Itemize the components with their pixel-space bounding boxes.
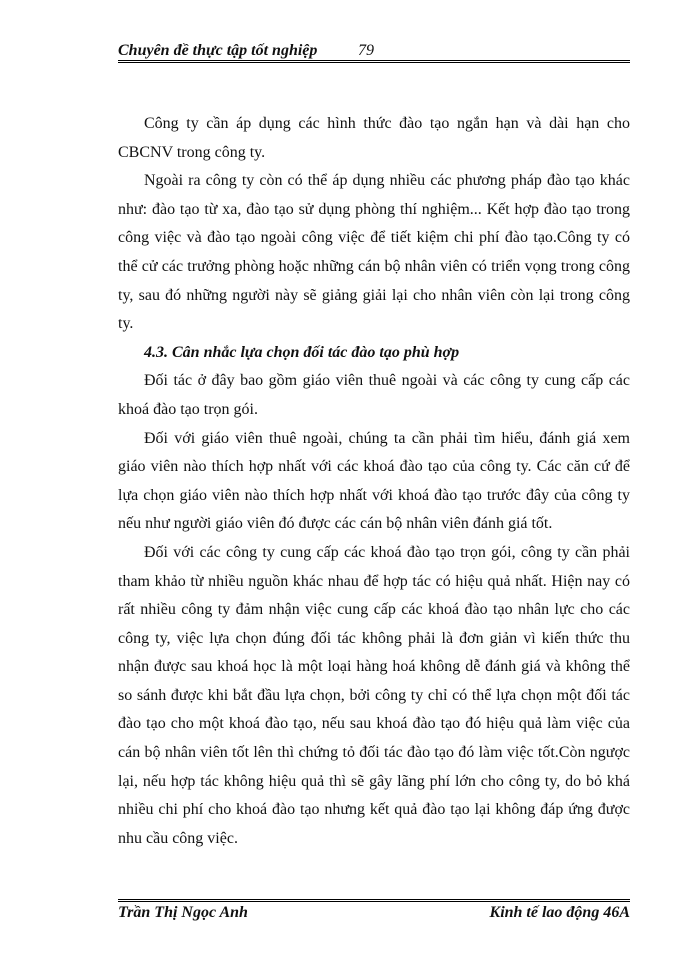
paragraph-5: Đối với các công ty cung cấp các khoá đào tạo trọn gói, công ty cần phải tham khảo từ nhiều nguồn khác nhau để hợp tác có hiệu quả nhất. Hiện nay có rất nhiều công ty đảm nhận việc cung cấp các khoá đào tạo nhân lực cho các công ty, việc lựa chọn đúng đối tác không phải là đơn giản vì kiến thức thu nhận được sau khoá học là một loại hàng hoá không dễ đánh giá và không thể so sánh được khi bắt đầu lựa chọn, bởi công ty chỉ có thể lựa chọn một đối tác đào tạo cho một khoá đào tạo, nếu sau khoá đào tạo đó hiệu quả làm việc của cán bộ nhân viên tốt lên thì chứng tỏ đối tác đào tạo đó làm việc tốt.Còn ngược lại, nếu hợp tác không hiệu quả thì sẽ gây lãng phí lớn cho công ty, do bỏ khá nhiều chi phí cho khoá đào tạo nhưng kết quả đào tạo lại không đáp ứng được nhu cầu công việc. (118, 543, 630, 847)
header-divider (118, 60, 630, 63)
paragraph-4: Đối với giáo viên thuê ngoài, chúng ta cần phải tìm hiểu, đánh giá xem giáo viên nào thích hợp nhất với các khoá đào tạo của công ty. Các căn cứ để lựa chọn giáo viên nào thích hợp nhất với khoá đào tạo trước đây của công ty nếu như người giáo viên đó được các cán bộ nhân viên đánh giá tốt. (118, 429, 630, 533)
section-heading: 4.3. Cân nhắc lựa chọn đối tác đào tạo phù hợp (144, 343, 460, 361)
paragraph-1: Công ty cần áp dụng các hình thức đào tạo ngắn hạn và dài hạn cho CBCNV trong công ty. (118, 115, 630, 161)
document-body (118, 110, 630, 853)
page-footer (118, 904, 630, 924)
paragraph-2: Ngoài ra công ty còn có thể áp dụng nhiều các phương pháp đào tạo khác như: đào tạo từ xa, đào tạo sử dụng phòng thí nghiệm... Kết hợp đào tạo trong công việc và đào tạo ngoài công việc để tiết kiệm chi phí đào tạo.Công ty có thể cử các trưởng phòng hoặc những cán bộ nhân viên có triển vọng trong công ty, sau đó những người này sẽ giảng giải lại cho nhân viên còn lại trong công ty. (118, 172, 630, 333)
footer-divider (118, 899, 630, 902)
footer-author: Trần Thị Ngọc Anh (118, 904, 248, 921)
paragraph-3: Đối tác ở đây bao gồm giáo viên thuê ngoài và các công ty cung cấp các khoá đào tạo trọn gói. (118, 372, 630, 418)
page-header (118, 42, 630, 62)
footer-class: Kinh tế lao động 46A (489, 904, 630, 921)
header-title: Chuyên đề thực tập tốt nghiệp (118, 42, 318, 59)
page-number: 79 (358, 42, 374, 59)
